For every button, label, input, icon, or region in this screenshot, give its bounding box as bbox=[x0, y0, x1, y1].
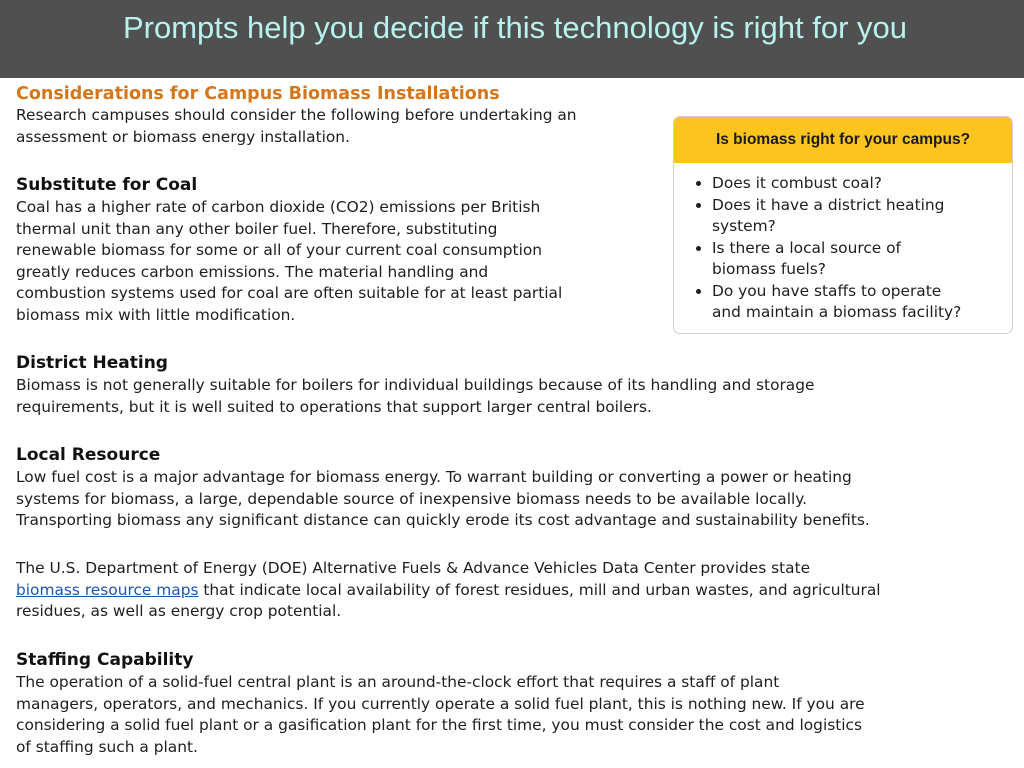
doe-paragraph bbox=[16, 558, 881, 623]
body-line: Biomass is not generally suitable for boilers for individual buildings because of its handling and storage bbox=[16, 376, 815, 394]
section-heading-district-heating: District Heating bbox=[16, 353, 168, 373]
campus-checklist-box bbox=[673, 116, 1013, 334]
body-line: residues, as well as energy crop potential. bbox=[16, 602, 342, 620]
slide-title: Prompts help you decide if this technology is right for you bbox=[122, 10, 908, 45]
checklist-item-text: and maintain a biomass facility? bbox=[712, 303, 962, 321]
checklist-item-text: Does it have a district heating bbox=[712, 195, 945, 214]
body-line: considering a solid fuel plant or a gasification plant for the first time, you must consider the cost and logistics bbox=[16, 716, 863, 734]
biomass-resource-maps-link[interactable]: biomass resource maps bbox=[16, 580, 199, 599]
checklist-item-text: Is there a local source of bbox=[712, 238, 901, 257]
checklist-item bbox=[712, 195, 1004, 238]
checklist-title: Is biomass right for your campus? bbox=[674, 117, 1012, 163]
body-line: Low fuel cost is a major advantage for biomass energy. To warrant building or converting a power or heating bbox=[16, 468, 852, 486]
body-line: requirements, but it is well suited to operations that support larger central boilers. bbox=[16, 397, 652, 416]
checklist-item-text: biomass fuels? bbox=[712, 260, 826, 278]
article-heading: Considerations for Campus Biomass Installations bbox=[16, 84, 500, 104]
body-line: systems for biomass, a large, dependable source of inexpensive biomass needs to be available locally. bbox=[16, 489, 808, 508]
intro-line: assessment or biomass energy installation. bbox=[16, 127, 350, 146]
checklist-item bbox=[712, 238, 1004, 281]
intro-paragraph bbox=[16, 105, 577, 148]
article-screenshot bbox=[0, 78, 1024, 768]
section-body-staffing bbox=[16, 672, 865, 758]
section-body-coal bbox=[16, 197, 562, 326]
body-line: Coal has a higher rate of carbon dioxide (CO2) emissions per British bbox=[16, 198, 541, 216]
section-heading-coal: Substitute for Coal bbox=[16, 175, 198, 195]
checklist-item bbox=[712, 281, 1004, 324]
checklist-item-text: Do you have staffs to operate bbox=[712, 281, 942, 300]
body-line: thermal unit than any other boiler fuel. Therefore, substituting bbox=[16, 219, 498, 238]
section-heading-staffing: Staffing Capability bbox=[16, 650, 194, 670]
body-line: The U.S. Department of Energy (DOE) Alternative Fuels & Advance Vehicles Data Center provides state bbox=[16, 559, 811, 577]
section-body-district-heating bbox=[16, 375, 814, 418]
body-line: managers, operators, and mechanics. If you currently operate a solid fuel plant, this is nothing new. If you are bbox=[16, 694, 865, 713]
body-line: Transporting biomass any significant distance can quickly erode its cost advantage and sustainability benefits. bbox=[16, 511, 870, 529]
intro-line: Research campuses should consider the following before undertaking an bbox=[16, 106, 577, 124]
section-body-local-resource bbox=[16, 467, 870, 532]
body-line: of staffing such a plant. bbox=[16, 737, 198, 756]
section-heading-local-resource: Local Resource bbox=[16, 445, 161, 465]
title-bar bbox=[0, 0, 1024, 78]
body-line: The operation of a solid-fuel central plant is an around-the-clock effort that requires a staff of plant bbox=[16, 673, 780, 691]
checklist-item-text: system? bbox=[712, 217, 776, 235]
checklist bbox=[674, 173, 1012, 324]
body-line: biomass mix with little modification. bbox=[16, 305, 296, 324]
body-line: combustion systems used for coal are often suitable for at least partial bbox=[16, 284, 563, 302]
checklist-item-text: Does it combust coal? bbox=[712, 174, 882, 192]
body-line: greatly reduces carbon emissions. The material handling and bbox=[16, 262, 489, 281]
body-line: that indicate local availability of forest residues, mill and urban wastes, and agricultural bbox=[198, 580, 881, 599]
checklist-item bbox=[712, 173, 1004, 195]
body-line: renewable biomass for some or all of your current coal consumption bbox=[16, 241, 543, 259]
